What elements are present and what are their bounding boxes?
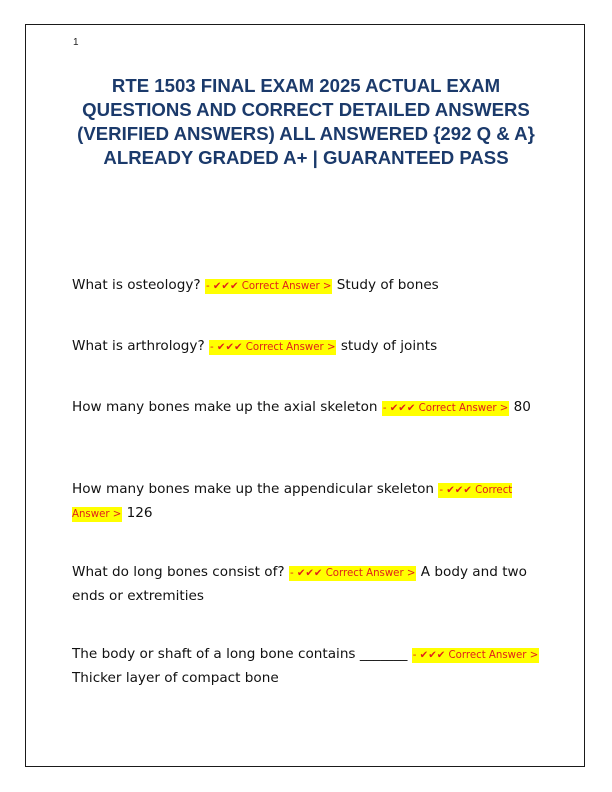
correct-answer-marker: - ✔✔✔ Correct Answer > [412,650,539,661]
qa-item [72,643,542,689]
correct-answer-marker: - ✔✔✔ Correct Answer > [72,485,513,520]
answer-text: 80 [513,399,531,415]
question-text: How many bones make up the appendicular skeleton [72,481,435,497]
qa-item [72,335,542,359]
question-text: What do long bones consist of? [72,564,285,580]
correct-answer-marker: - ✔✔✔ Correct Answer > [210,342,336,353]
qa-item [72,561,542,607]
correct-answer-marker: - ✔✔✔ Correct Answer > [289,568,416,579]
answer-text: Study of bones [336,277,439,293]
answer-text: 126 [126,505,153,521]
answer-text: Thicker layer of compact bone [72,670,279,686]
question-text: What is osteology? [72,277,201,293]
correct-answer-marker: - ✔✔✔ Correct Answer > [382,403,509,414]
qa-item [72,274,542,298]
qa-item [72,396,542,420]
answer-text: study of joints [340,338,438,354]
qa-item [72,478,542,526]
question-text: How many bones make up the axial skeleton [72,399,378,415]
document-title: RTE 1503 FINAL EXAM 2025 ACTUAL EXAM QUESTIONS AND CORRECT DETAILED ANSWERS (VERIFIED ANSWERS) ALL ANSWERED {292 Q & A} ALREADY GRADED A+ | GUARANTEED PASS [77,75,535,168]
page-number: 1 [73,37,79,48]
answer-text: A body and two ends or extremities [72,564,527,604]
question-text: What is arthrology? [72,338,205,354]
correct-answer-marker: - ✔✔✔ Correct Answer > [205,281,332,292]
question-text: The body or shaft of a long bone contains _______ [72,646,408,662]
